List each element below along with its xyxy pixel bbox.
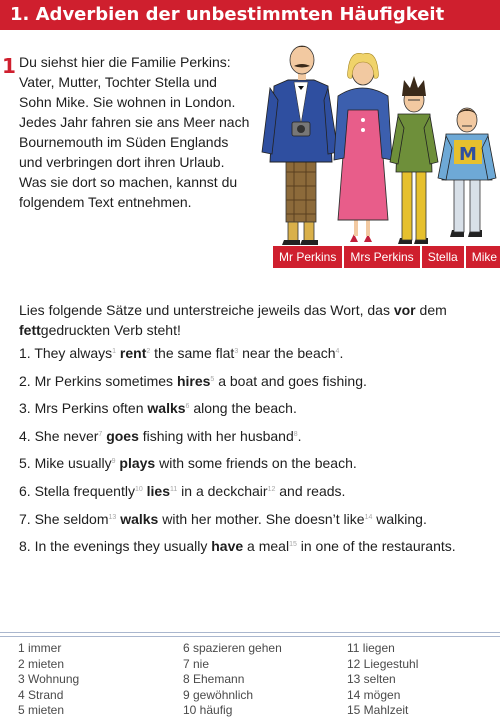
vocab-index-number: 11 <box>170 485 178 493</box>
instruction-bold: vor <box>393 302 416 318</box>
sentence <box>19 453 494 481</box>
sentence-verb: have <box>211 538 244 555</box>
vocab-column <box>347 641 418 719</box>
vocab-index-number: 15 <box>289 541 297 549</box>
vocab-item: 4 Strand <box>18 687 64 702</box>
sentence <box>19 426 494 454</box>
vocab-index-number: 5 <box>210 375 215 383</box>
sentence-text: in one of the restaurants. <box>296 538 456 555</box>
family-labels <box>273 246 500 268</box>
vocab-index-number: 12 <box>267 485 276 493</box>
intro-line: und verbringen dort ihren Urlaub. <box>19 154 225 170</box>
sentence <box>19 509 494 537</box>
vocab-item: 9 gewöhnlich <box>183 687 254 702</box>
divider <box>0 632 500 637</box>
vocab-index-number: 1 <box>112 348 117 355</box>
vocab-index-number: 8 <box>293 430 298 438</box>
sentence-list <box>19 343 494 564</box>
sentence-text: the same flat <box>150 345 235 361</box>
vocab-item: 1 immer <box>18 641 62 655</box>
intro-line: Du siehst hier die Familie Perkins: <box>19 54 231 70</box>
instruction-part: dem <box>415 302 447 318</box>
vocab-index-number: 2 <box>146 348 151 355</box>
sentence <box>19 536 494 564</box>
vocab-index-number: 3 <box>234 348 239 355</box>
sentence-text: near the beach <box>238 345 336 361</box>
sentence-text: and reads. <box>275 482 346 499</box>
sentence-text: 7. She seldom <box>19 510 109 527</box>
instruction-part: Lies folgende Sätze und unterstreiche jeweils das Wort, das <box>19 302 394 318</box>
sentence-text: walking. <box>372 510 427 527</box>
sentence <box>19 481 494 509</box>
sentence-verb: walks <box>120 510 159 527</box>
label-stella: Stella <box>422 246 464 268</box>
vocab-item: 5 mieten <box>18 703 65 717</box>
vocab-item: 8 Ehemann <box>183 672 245 686</box>
sentence-text: . <box>339 345 344 361</box>
sentence-verb: rent <box>119 345 147 361</box>
intro-text <box>19 52 273 212</box>
sentence-text: 4. She never <box>19 427 99 444</box>
label-mrs-perkins: Mrs Perkins <box>344 246 419 268</box>
vocab-item: 15 Mahlzeit <box>347 703 409 717</box>
sentence-verb: plays <box>119 455 156 472</box>
instruction-part: gedruckten Verb steht! <box>40 322 181 338</box>
sentence-text: 1. They always <box>19 345 113 361</box>
sentence-text: with some friends on the beach. <box>155 455 357 472</box>
vocab-column <box>183 641 282 719</box>
instruction-text <box>19 300 489 340</box>
sentence-text: a boat and goes fishing. <box>214 372 367 389</box>
intro-line: Vater, Mutter, Tochter Stella und <box>19 74 217 90</box>
label-mike: Mike <box>466 246 500 268</box>
vocab-index-number: 10 <box>134 485 143 493</box>
page-title: 1. Adverbien der unbestimmten Häufigkeit <box>0 0 500 30</box>
sentence <box>19 343 494 371</box>
sentence-text: 6. Stella frequently <box>19 482 135 499</box>
sentence-text: a meal <box>243 538 290 555</box>
mr-perkins-figure <box>262 46 338 245</box>
sentence-text: with her mother. She doesn’t like <box>158 510 365 527</box>
intro-line: Was sie dort so machen, kannst du <box>19 174 238 190</box>
vocab-index-number: 7 <box>98 430 103 438</box>
vocab-index-number: 9 <box>111 458 116 466</box>
sentence-text: 5. Mike usually <box>19 455 112 472</box>
mike-figure <box>438 108 496 237</box>
exercise-number: 1 <box>2 54 16 78</box>
vocab-item: 3 Wohnung <box>18 672 80 686</box>
sentence-text: in a deckchair <box>177 482 268 499</box>
vocab-column <box>18 641 79 719</box>
sentence-text: fishing with her husband <box>138 427 294 444</box>
intro-line: Jedes Jahr fahren sie ans Meer nach <box>19 114 250 130</box>
stella-figure <box>390 76 438 244</box>
sentence-text: 8. In the evenings they usually <box>19 538 212 555</box>
vocab-item: 12 Liegestuhl <box>347 656 419 671</box>
sentence-verb: hires <box>176 372 211 389</box>
vocab-item: 14 mögen <box>347 687 401 702</box>
vocab-index-number: 14 <box>364 513 373 521</box>
vocab-item: 13 selten <box>347 672 396 686</box>
shirt-letter: M <box>459 144 477 165</box>
sentence <box>19 371 494 399</box>
vocab-item: 2 mieten <box>18 656 65 671</box>
intro-line: Sohn Mike. Sie wohnen in London. <box>19 94 236 110</box>
vocab-index-number: 4 <box>335 348 340 355</box>
sentence-verb: lies <box>146 482 171 499</box>
mrs-perkins-figure <box>334 53 392 242</box>
instruction-bold: fett <box>19 322 41 338</box>
vocab-index-number: 13 <box>108 513 117 521</box>
sentence-text: . <box>297 427 302 444</box>
sentence-text: 2. Mr Perkins sometimes <box>19 372 177 389</box>
vocab-item: 10 häufig <box>183 703 233 717</box>
sentence-text: along the beach. <box>189 400 297 417</box>
intro-line: folgendem Text entnehmen. <box>19 194 192 210</box>
vocab-index-number: 6 <box>185 403 190 411</box>
sentence-verb: walks <box>147 400 186 417</box>
sentence-text: 3. Mrs Perkins often <box>19 400 148 417</box>
vocab-item: 11 liegen <box>347 641 395 655</box>
label-mr-perkins: Mr Perkins <box>273 246 342 268</box>
vocab-item: 6 spazieren gehen <box>183 641 282 655</box>
family-illustration <box>258 40 498 246</box>
sentence-verb: goes <box>106 427 139 444</box>
intro-line: Bournemouth im Süden Englands <box>19 134 229 150</box>
sentence <box>19 398 494 426</box>
vocab-item: 7 nie <box>183 656 210 671</box>
